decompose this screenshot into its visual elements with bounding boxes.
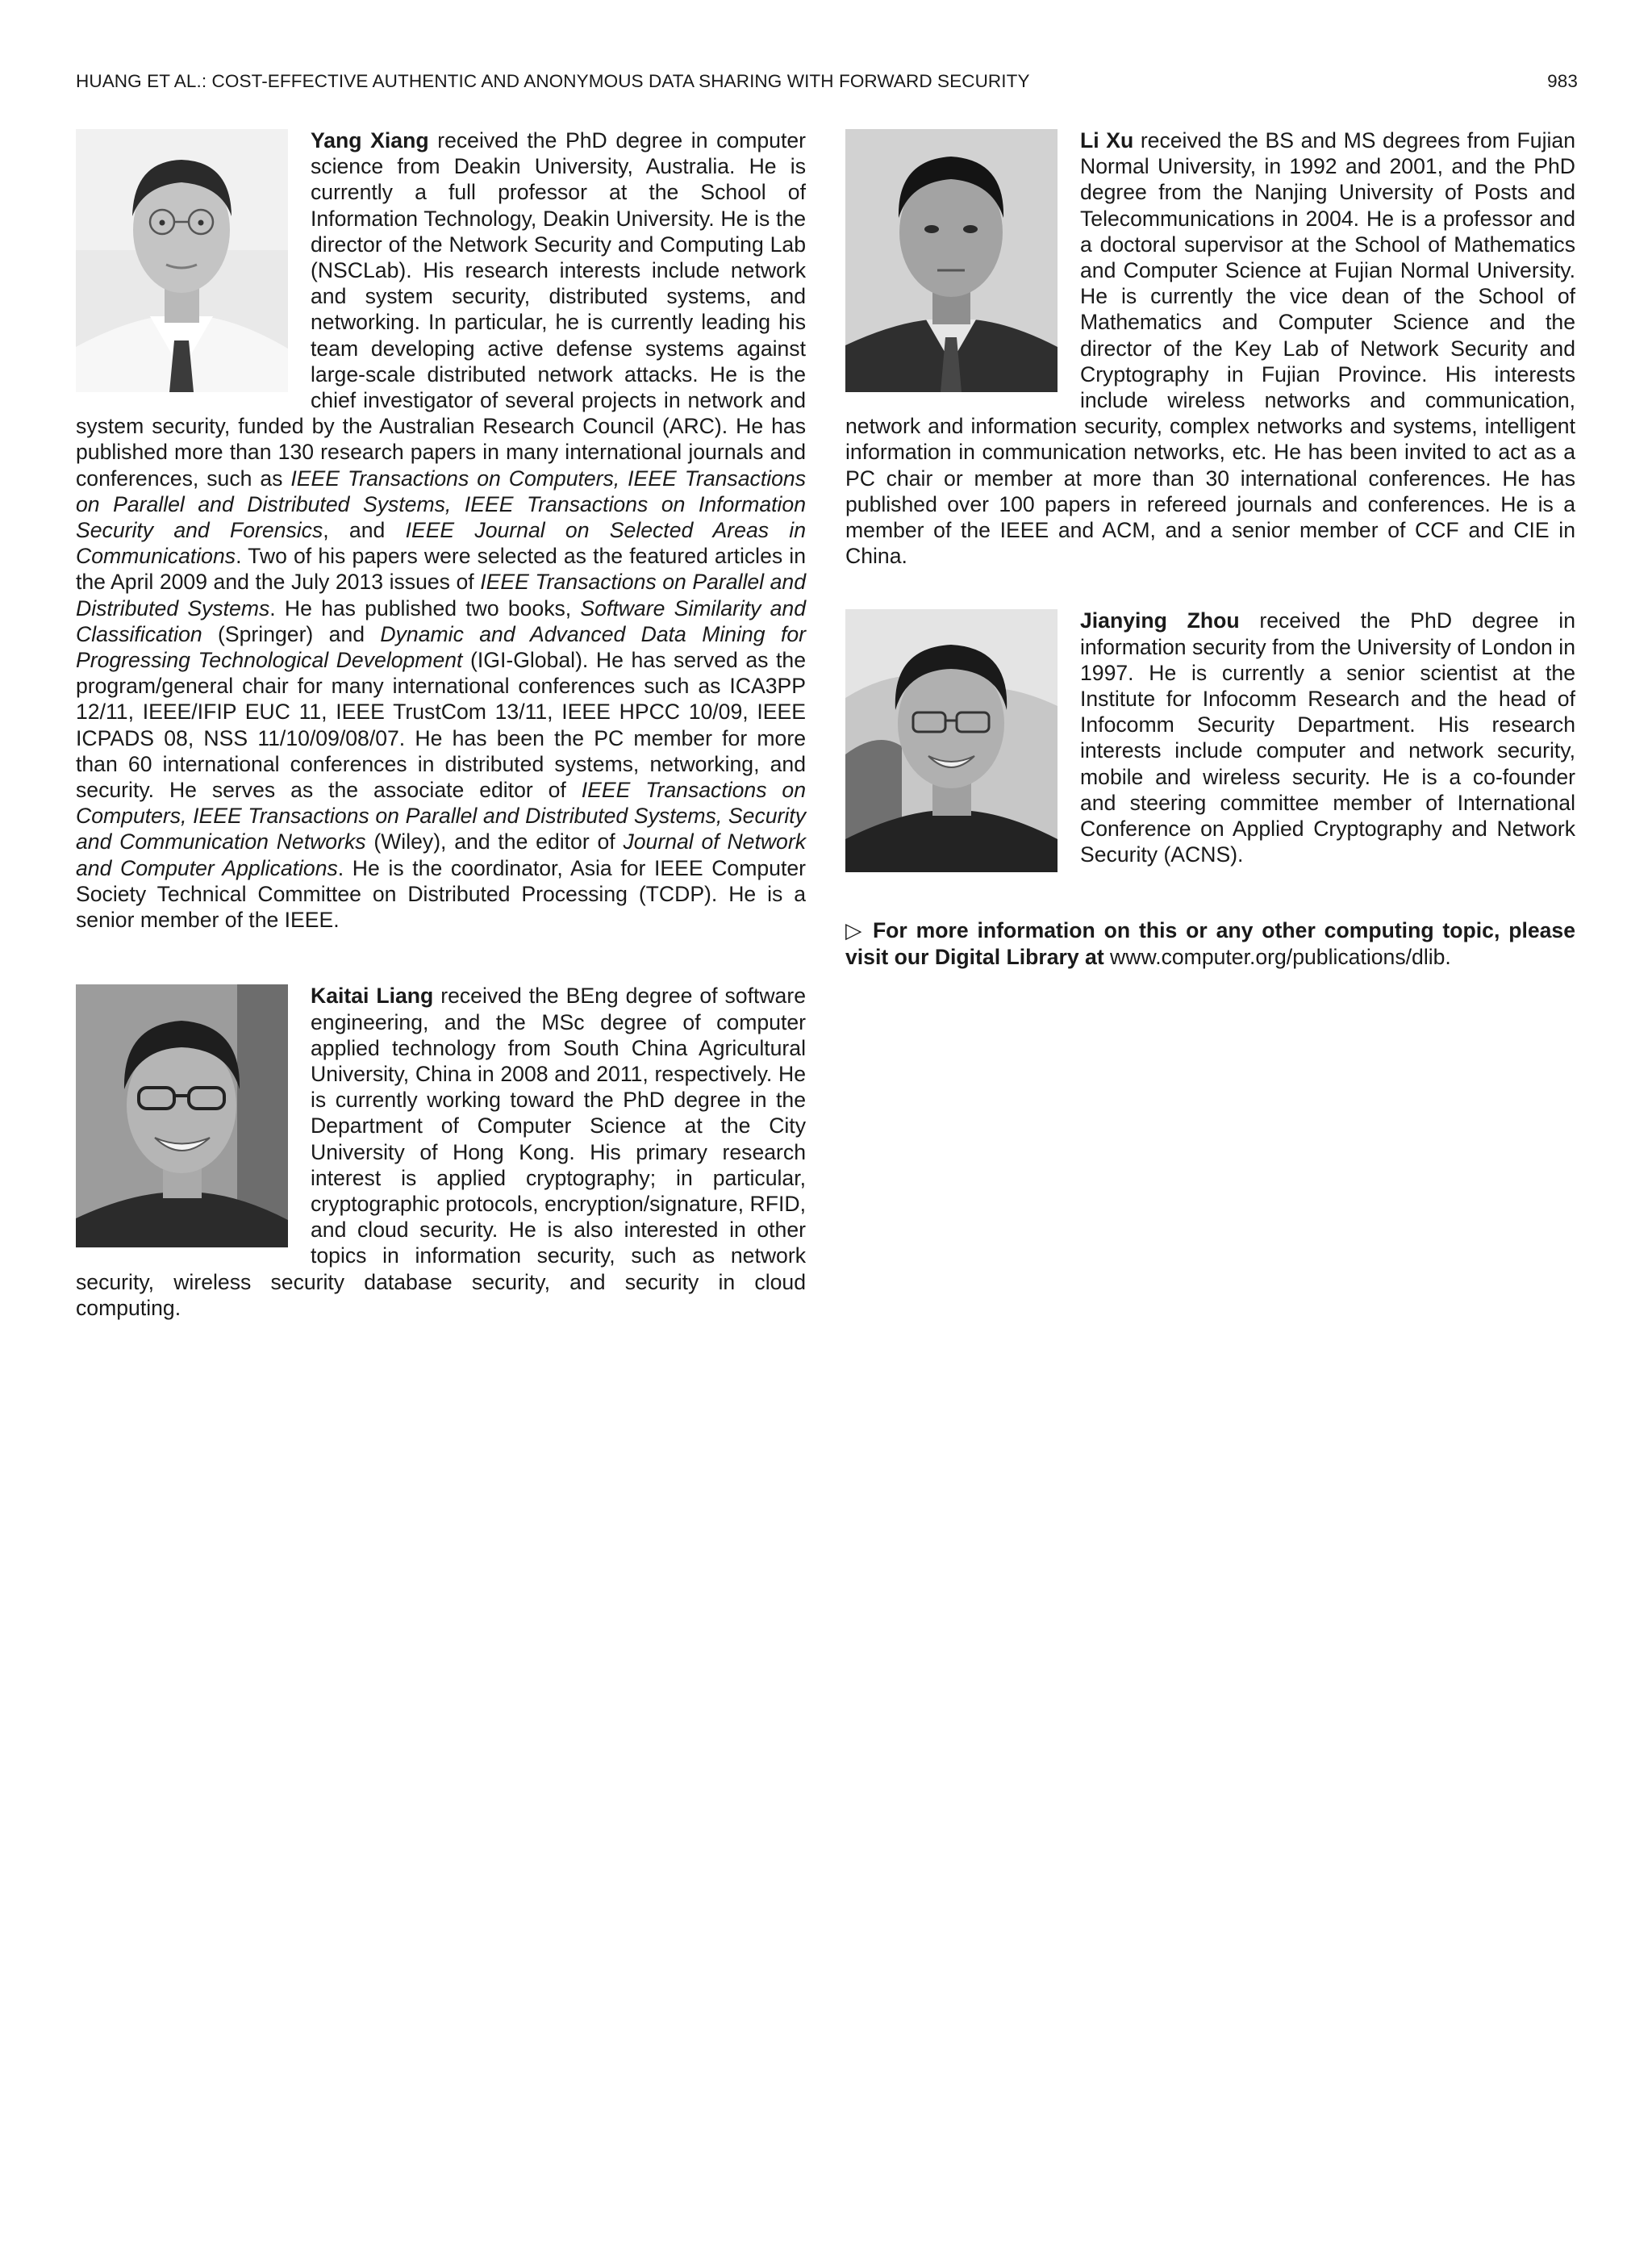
bio-text: (Wiley), and the editor of [365, 829, 624, 854]
digital-library-text: For more information on this or any other computing topic, please visit our Digital Library at [845, 918, 1575, 969]
bio-text: received the PhD degree in information security from the University of London in 1997. He is currently a senior scientist at the Institute for Infocomm Research and the head of Infocomm Security Department. His research interests include computer and network security, mobile and wireless security. He is a co-founder and steering committee member of International Conference on Applied Cryptography and Network Security (ACNS). [1080, 608, 1576, 867]
portrait-li-xu [845, 129, 1058, 392]
italic-journal-list: IEEE Transactions on Computers, IEEE Transactions on Parallel and Distributed Systems, IEEE Transactions on Information Security and Forensics [76, 466, 806, 543]
bio-text: received the PhD degree in computer science from Deakin University, Australia. He is currently a full professor at the School of Information Technology, Deakin University. He is the director of the Network Security and Computing Lab (NSCLab). His research interests include network and system security, distributed systems, and networking. In particular, he is currently leading his team developing active defense systems against large-scale distributed network attacks. He is the chief investigator of several projects in network and system security, funded by the Australian Research Council (ARC). He has published more than 130 research papers in many international journals and conferences, such as [76, 128, 806, 491]
left-column [76, 127, 806, 1321]
italic-book-title: Software Similarity and Classification [76, 595, 807, 646]
portrait-kaitai-liang [76, 984, 288, 1247]
bio-text: (Springer) and [202, 621, 381, 646]
digital-library-note [845, 917, 1575, 969]
italic-journal-list: IEEE Transactions on Computers, IEEE Transactions on Parallel and Distributed Systems, Security and Communication Networks [76, 778, 806, 854]
italic-journal: Journal of Network and Computer Applications [76, 829, 806, 880]
bio-yang-xiang [76, 127, 806, 933]
digital-library-url[interactable]: www.computer.org/publications/dlib. [1103, 944, 1451, 969]
portrait-yang-xiang [76, 129, 288, 392]
author-name: Yang Xiang [311, 128, 429, 152]
right-column [845, 127, 1575, 970]
bio-text: . He has published two books, [269, 595, 581, 620]
bio-jianying-zhou [845, 608, 1575, 875]
bio-text: . He is the coordinator, Asia for IEEE Computer Society Technical Committee on Distributed Processing (TCDP). He is a senior member of the IEEE. [76, 855, 806, 933]
bio-text: , and [323, 518, 406, 543]
author-name: Li Xu [1080, 128, 1134, 152]
bio-text: (IGI-Global). He has served as the program/general chair for many international conferences such as ICA3PP 12/11, IEEE/IFIP EUC 11, IEEE TrustCom 13/11, IEEE HPCC 10/09, IEEE ICPADS 08, NSS 11/10/09/08/07. He has been the PC member for more than 60 international conferences in distributed systems, networking, and security. He serves as the associate editor of [76, 648, 807, 803]
author-name: Kaitai Liang [311, 984, 434, 1009]
author-name: Jianying Zhou [1080, 608, 1240, 633]
bio-kaitai-liang [76, 983, 806, 1321]
bio-text: received the BEng degree of software engineering, and the MSc degree of computer applied technology from South China Agricultural University, China in 2008 and 2011, respectively. He is currently working toward the PhD degree in the Department of Computer Science at the City University of Hong Kong. His primary research interest is applied cryptography; in particular, cryptographic protocols, encryption/signature, RFID, and cloud security. He is also interested in other topics in information security, such as network security, wireless security database security, and security in cloud computing. [76, 984, 806, 1320]
bio-li-xu [845, 127, 1575, 569]
page-number: 983 [1547, 71, 1578, 91]
running-header [76, 71, 1578, 98]
running-title: HUANG ET AL.: COST-EFFECTIVE AUTHENTIC AND ANONYMOUS DATA SHARING WITH FORWARD SECURITY [76, 71, 1030, 91]
italic-book-title: Dynamic and Advanced Data Mining for Progressing Technological Development [76, 621, 806, 673]
portrait-jianying-zhou [845, 609, 1058, 872]
italic-journal: IEEE Transactions on Parallel and Distributed Systems [76, 570, 806, 620]
bio-text: . Two of his papers were selected as the featured articles in the April 2009 and the July 2013 issues of [76, 544, 806, 595]
bio-text: received the BS and MS degrees from Fujian Normal University, in 1992 and 2001, and the PhD degree from the Nanjing University of Posts and Telecommunications in 2004. He is a professor and a doctoral supervisor at the School of Mathematics and Computer Science at Fujian Normal University. He is currently the vice dean of the School of Mathematics and Computer Science and the director of the Key Lab of Network Security and Cryptography in Fujian Province. His interests include wireless networks and communication, network and information security, complex networks and systems, intelligent information in communication networks, etc. He has been invited to act as a PC chair or member at more than 30 international conferences. He has published over 100 papers in refereed journals and conferences. He is a member of the IEEE and ACM, and a senior member of CCF and CIE in China. [845, 128, 1575, 569]
triangle-icon: ▷ [845, 918, 865, 943]
italic-journal: IEEE Journal on Selected Areas in Communications [76, 518, 806, 569]
